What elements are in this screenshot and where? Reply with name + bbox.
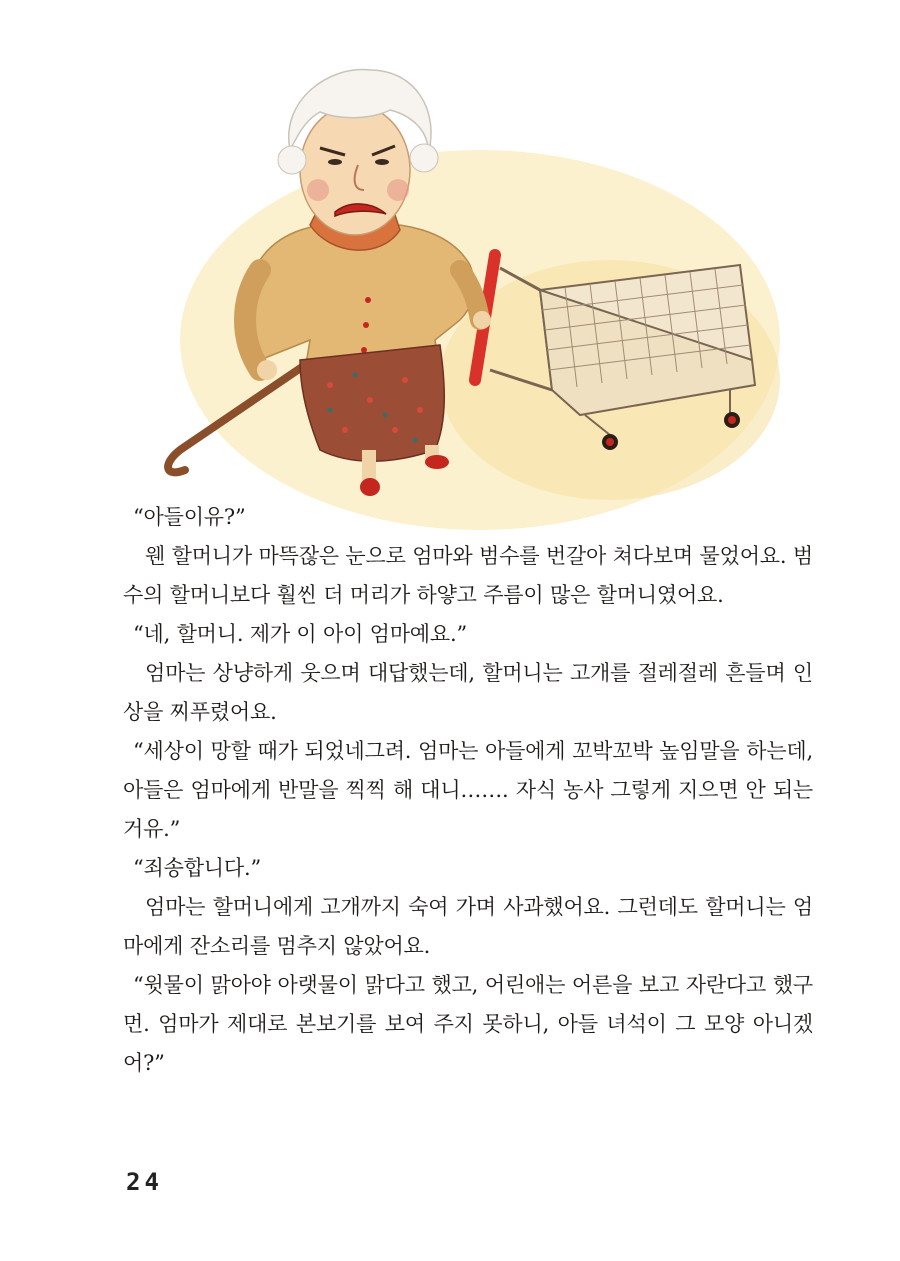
story-paragraph: “네, 할머니. 제가 이 아이 엄마예요.” [133,622,467,646]
grandmother-cart-illustration [140,40,780,540]
story-text [123,498,813,1083]
story-paragraph: “아들이유?” [133,505,246,529]
page-number: 24 [126,1168,163,1196]
story-paragraph: 엄마는 상냥하게 웃으며 대답했는데, 할머니는 고개를 절레절레 흔들며 인상을 찌푸렸어요. [123,661,813,724]
story-paragraph: 엄마는 할머니에게 고개까지 숙여 가며 사과했어요. 그런데도 할머니는 엄마에게 잔소리를 멈추지 않았어요. [123,895,813,958]
story-paragraph: “윗물이 맑아야 아랫물이 맑다고 했고, 어린애는 어른을 보고 자란다고 했구먼. 엄마가 제대로 본보기를 보여 주지 못하니, 아들 녀석이 그 모양 아니겠어?” [123,973,813,1075]
story-paragraph: “세상이 망할 때가 되었네그려. 엄마는 아들에게 꼬박꼬박 높임말을 하는데, 아들은 엄마에게 반말을 찍찍 해 대니……. 자식 농사 그렇게 지으면 안 되는 거유.” [123,739,813,841]
story-paragraph: “죄송합니다.” [133,856,261,880]
story-paragraph: 웬 할머니가 마뜩잖은 눈으로 엄마와 범수를 번갈아 쳐다보며 물었어요. 범수의 할머니보다 훨씬 더 머리가 하얗고 주름이 많은 할머니였어요. [123,544,813,607]
